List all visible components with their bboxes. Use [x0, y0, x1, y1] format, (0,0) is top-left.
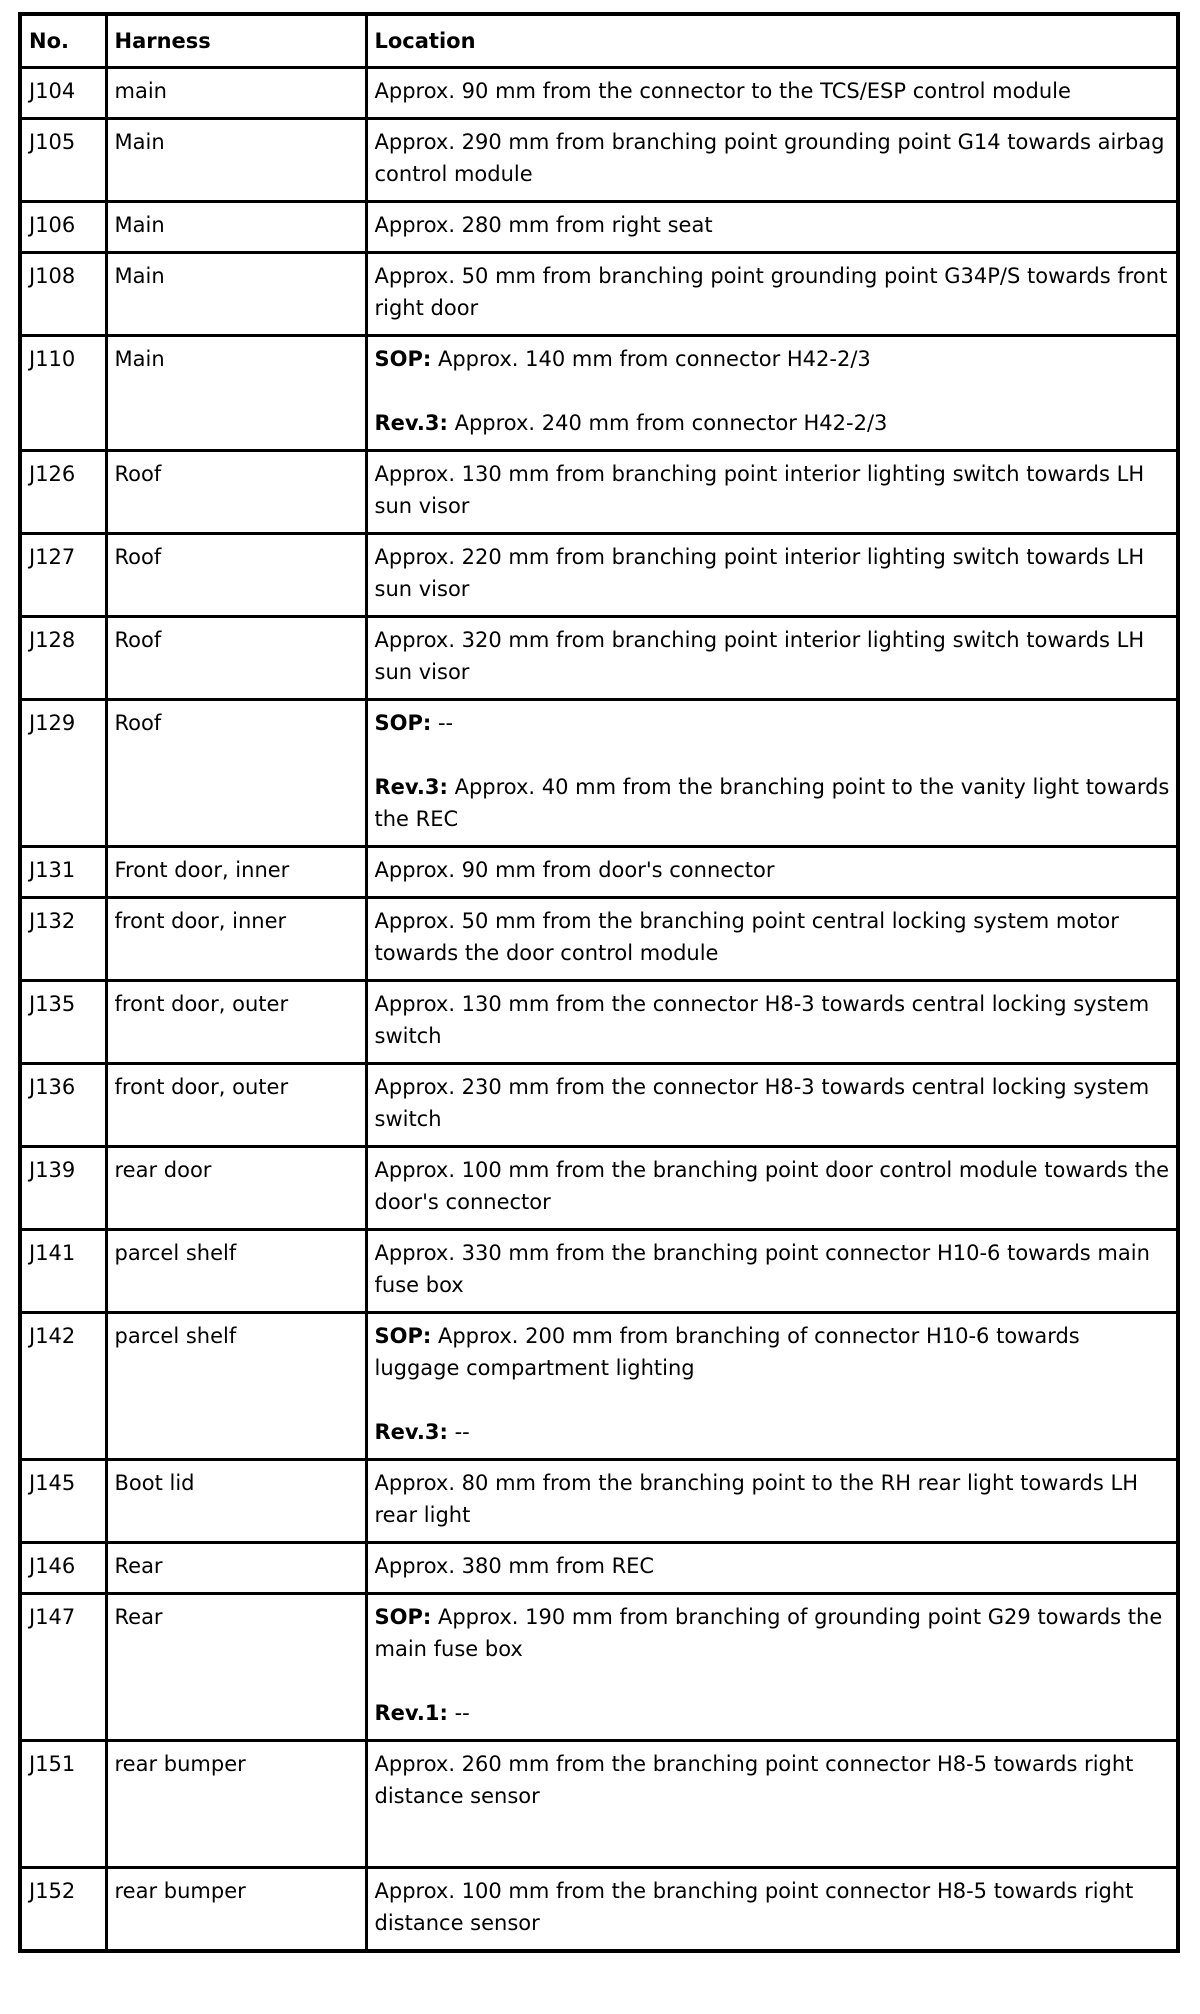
- location-text: Approx. 90 mm from door's connector: [374, 858, 775, 882]
- location-text: Approx. 260 mm from the branching point connector H8-5 towards right distance sensor: [374, 1752, 1134, 1808]
- cell-location: [366, 1543, 1178, 1594]
- location-text: Approx. 40 mm from the branching point to the vanity light towards the REC: [374, 775, 1170, 831]
- cell-no: J104: [20, 68, 106, 119]
- variant-label: Rev.3:: [374, 775, 448, 799]
- cell-no: J132: [20, 898, 106, 981]
- location-text: Approx. 50 mm from branching point grounding point G34P/S towards front right door: [374, 264, 1168, 320]
- cell-harness: parcel shelf: [106, 1230, 366, 1313]
- cell-no: J145: [20, 1460, 106, 1543]
- location-text: Approx. 290 mm from branching point grounding point G14 towards airbag control module: [374, 130, 1165, 186]
- table-row: [20, 1313, 1178, 1460]
- cell-location: [366, 981, 1178, 1064]
- table-row: [20, 336, 1178, 451]
- location-text: Approx. 320 mm from branching point interior lighting switch towards LH sun visor: [374, 628, 1145, 684]
- table-row: [20, 847, 1178, 898]
- cell-location: [366, 847, 1178, 898]
- location-text: Approx. 130 mm from branching point interior lighting switch towards LH sun visor: [374, 462, 1145, 518]
- table-row: [20, 1147, 1178, 1230]
- junction-location-table: [18, 12, 1180, 1953]
- cell-no: J126: [20, 451, 106, 534]
- cell-location: [366, 1868, 1178, 1952]
- cell-harness: Front door, inner: [106, 847, 366, 898]
- cell-no: J152: [20, 1868, 106, 1952]
- location-segment: [375, 1697, 1171, 1729]
- location-segment: [375, 1071, 1171, 1135]
- cell-no: J127: [20, 534, 106, 617]
- location-text: Approx. 100 mm from the branching point connector H8-5 towards right distance sensor: [374, 1879, 1134, 1935]
- cell-location: [366, 1460, 1178, 1543]
- header-no: No.: [20, 14, 106, 68]
- cell-harness: Main: [106, 253, 366, 336]
- table-row: [20, 700, 1178, 847]
- location-segment: [375, 407, 1171, 439]
- variant-label: SOP:: [374, 1605, 432, 1629]
- cell-harness: front door, outer: [106, 1064, 366, 1147]
- cell-no: J129: [20, 700, 106, 847]
- location-text: Approx. 140 mm from connector H42-2/3: [437, 347, 871, 371]
- cell-harness: Boot lid: [106, 1460, 366, 1543]
- cell-no: J106: [20, 202, 106, 253]
- table-row: [20, 1868, 1178, 1952]
- location-text: Approx. 240 mm from connector H42-2/3: [454, 411, 888, 435]
- location-text: Approx. 220 mm from branching point interior lighting switch towards LH sun visor: [374, 545, 1145, 601]
- cell-location: [366, 1064, 1178, 1147]
- location-text: Approx. 330 mm from the branching point connector H10-6 towards main fuse box: [374, 1241, 1150, 1297]
- cell-location: [366, 1313, 1178, 1460]
- location-segment: [375, 458, 1171, 522]
- cell-harness: Main: [106, 336, 366, 451]
- location-segment: [375, 1550, 1171, 1582]
- cell-harness: rear door: [106, 1147, 366, 1230]
- location-text: Approx. 280 mm from right seat: [374, 213, 713, 237]
- location-text: --: [437, 711, 454, 735]
- location-segment: [375, 1154, 1171, 1218]
- cell-no: J142: [20, 1313, 106, 1460]
- table-row: [20, 202, 1178, 253]
- cell-no: J110: [20, 336, 106, 451]
- cell-harness: rear bumper: [106, 1741, 366, 1868]
- variant-label: SOP:: [374, 1324, 432, 1348]
- cell-harness: Rear: [106, 1543, 366, 1594]
- table-row: [20, 1064, 1178, 1147]
- cell-no: J128: [20, 617, 106, 700]
- location-segment: [375, 209, 1171, 241]
- table-row: [20, 617, 1178, 700]
- location-segment: [375, 260, 1171, 324]
- cell-harness: parcel shelf: [106, 1313, 366, 1460]
- cell-location: [366, 1230, 1178, 1313]
- cell-harness: Rear: [106, 1594, 366, 1741]
- cell-location: [366, 1594, 1178, 1741]
- cell-harness: Roof: [106, 700, 366, 847]
- variant-label: Rev.1:: [374, 1701, 448, 1725]
- location-segment: [375, 624, 1171, 688]
- cell-harness: front door, inner: [106, 898, 366, 981]
- location-segment: [375, 541, 1171, 605]
- cell-no: J141: [20, 1230, 106, 1313]
- cell-harness: Roof: [106, 451, 366, 534]
- variant-label: Rev.3:: [374, 411, 448, 435]
- cell-location: [366, 700, 1178, 847]
- cell-harness: Main: [106, 119, 366, 202]
- cell-harness: Roof: [106, 617, 366, 700]
- location-segment: [375, 1320, 1171, 1384]
- location-text: Approx. 100 mm from the branching point door control module towards the door's connector: [374, 1158, 1170, 1214]
- location-text: Approx. 130 mm from the connector H8-3 towards central locking system switch: [374, 992, 1150, 1048]
- location-segment: [375, 771, 1171, 835]
- location-segment: [375, 126, 1171, 190]
- location-segment: [375, 854, 1171, 886]
- location-text: Approx. 380 mm from REC: [374, 1554, 655, 1578]
- cell-location: [366, 119, 1178, 202]
- cell-location: [366, 202, 1178, 253]
- location-segment: [375, 905, 1171, 969]
- table-header-row: [20, 14, 1178, 68]
- header-harness: Harness: [106, 14, 366, 68]
- table-row: [20, 1741, 1178, 1868]
- table-row: [20, 68, 1178, 119]
- cell-location: [366, 898, 1178, 981]
- cell-location: [366, 451, 1178, 534]
- cell-no: J108: [20, 253, 106, 336]
- cell-no: J151: [20, 1741, 106, 1868]
- table-row: [20, 981, 1178, 1064]
- cell-no: J147: [20, 1594, 106, 1741]
- table-row: [20, 253, 1178, 336]
- location-text: Approx. 80 mm from the branching point to the RH rear light towards LH rear light: [374, 1471, 1138, 1527]
- location-text: Approx. 190 mm from branching of grounding point G29 towards the main fuse box: [374, 1605, 1163, 1661]
- cell-no: J135: [20, 981, 106, 1064]
- location-segment: [375, 707, 1171, 739]
- variant-label: SOP:: [374, 347, 432, 371]
- cell-harness: rear bumper: [106, 1868, 366, 1952]
- location-text: Approx. 50 mm from the branching point central locking system motor towards the door control module: [374, 909, 1119, 965]
- cell-harness: Roof: [106, 534, 366, 617]
- location-text: Approx. 200 mm from branching of connector H10-6 towards luggage compartment lighting: [374, 1324, 1080, 1380]
- cell-location: [366, 1147, 1178, 1230]
- cell-location: [366, 617, 1178, 700]
- variant-label: Rev.3:: [374, 1420, 448, 1444]
- location-segment: [375, 1875, 1171, 1939]
- table-row: [20, 119, 1178, 202]
- location-segment: [375, 1416, 1171, 1448]
- location-text: --: [454, 1701, 470, 1725]
- cell-no: J136: [20, 1064, 106, 1147]
- cell-harness: main: [106, 68, 366, 119]
- cell-harness: Main: [106, 202, 366, 253]
- table-row: [20, 898, 1178, 981]
- location-segment: [375, 75, 1171, 107]
- table-row: [20, 1460, 1178, 1543]
- location-text: Approx. 90 mm from the connector to the TCS/ESP control module: [374, 79, 1071, 103]
- location-text: Approx. 230 mm from the connector H8-3 towards central locking system switch: [374, 1075, 1150, 1131]
- table-row: [20, 1594, 1178, 1741]
- cell-no: J146: [20, 1543, 106, 1594]
- location-segment: [375, 1467, 1171, 1531]
- cell-no: J139: [20, 1147, 106, 1230]
- location-segment: [375, 343, 1171, 375]
- cell-harness: front door, outer: [106, 981, 366, 1064]
- location-segment: [375, 1748, 1171, 1812]
- table-row: [20, 534, 1178, 617]
- cell-no: J105: [20, 119, 106, 202]
- location-segment: [375, 1601, 1171, 1665]
- location-text: --: [454, 1420, 470, 1444]
- cell-location: [366, 253, 1178, 336]
- location-segment: [375, 1237, 1171, 1301]
- variant-label: SOP:: [374, 711, 432, 735]
- cell-location: [366, 336, 1178, 451]
- cell-no: J131: [20, 847, 106, 898]
- table-row: [20, 451, 1178, 534]
- table-row: [20, 1543, 1178, 1594]
- cell-location: [366, 1741, 1178, 1868]
- cell-location: [366, 534, 1178, 617]
- header-location: Location: [366, 14, 1178, 68]
- location-segment: [375, 988, 1171, 1052]
- table-row: [20, 1230, 1178, 1313]
- cell-location: [366, 68, 1178, 119]
